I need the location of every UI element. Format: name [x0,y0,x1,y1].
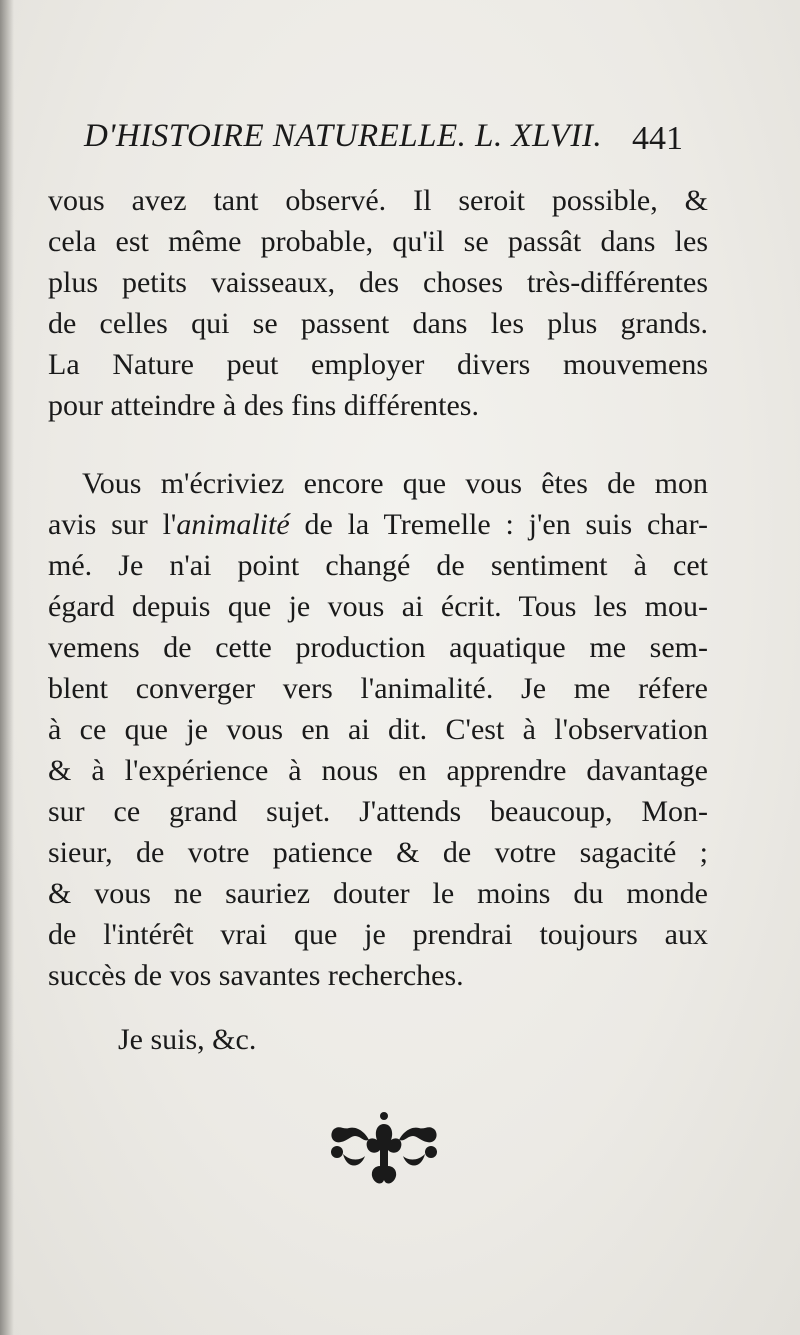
text-line: La Nature peut employer divers mouvemens [48,348,708,381]
text-line: & à l'expérience à nous en apprendre davantage [48,754,708,787]
page-gutter-shadow [0,0,14,1335]
text-line: mé. Je n'ai point changé de sentiment à cet [48,549,708,582]
text-line: de l'intérêt vrai que je prendrai toujours aux [48,918,708,951]
text-line: succès de vos savantes recherches. [48,959,464,992]
printers-fleuron-icon [325,1110,443,1190]
text-line: vemens de cette production aquatique me sem- [48,631,708,664]
text-fragment: de la Tremelle : j'en suis char- [289,508,708,541]
italic-word: animalité [176,508,290,541]
text-line-with-italic [48,504,708,545]
running-header [84,118,724,155]
paragraph-2 [48,463,708,996]
running-title: D'HISTOIRE NATURELLE. L. XLVII. [84,118,603,154]
text-line: blent converger vers l'animalité. Je me réfere [48,672,708,705]
text-line: & vous ne sauriez douter le moins du monde [48,877,708,910]
text-fragment: avis sur l' [48,508,177,541]
text-line: Vous m'écriviez encore que vous êtes de mon [82,467,708,500]
text-line: cela est même probable, qu'il se passât dans les [48,225,708,258]
signoff: Je suis, &c. [118,1023,257,1056]
paragraph-1 [48,180,708,426]
text-line: égard depuis que je vous ai écrit. Tous les mou- [48,590,708,623]
text-line: vous avez tant observé. Il seroit possible, & [48,184,708,217]
text-line: plus petits vaisseaux, des choses très-différentes [48,266,708,299]
text-line: de celles qui se passent dans les plus grands. [48,307,708,340]
text-line: à ce que je vous en ai dit. C'est à l'observation [48,713,708,746]
text-line: sieur, de votre patience & de votre sagacité ; [48,836,708,869]
text-line: pour atteindre à des fins différentes. [48,389,479,422]
page-number: 441 [632,120,683,157]
text-line: sur ce grand sujet. J'attends beaucoup, Mon- [48,795,708,828]
